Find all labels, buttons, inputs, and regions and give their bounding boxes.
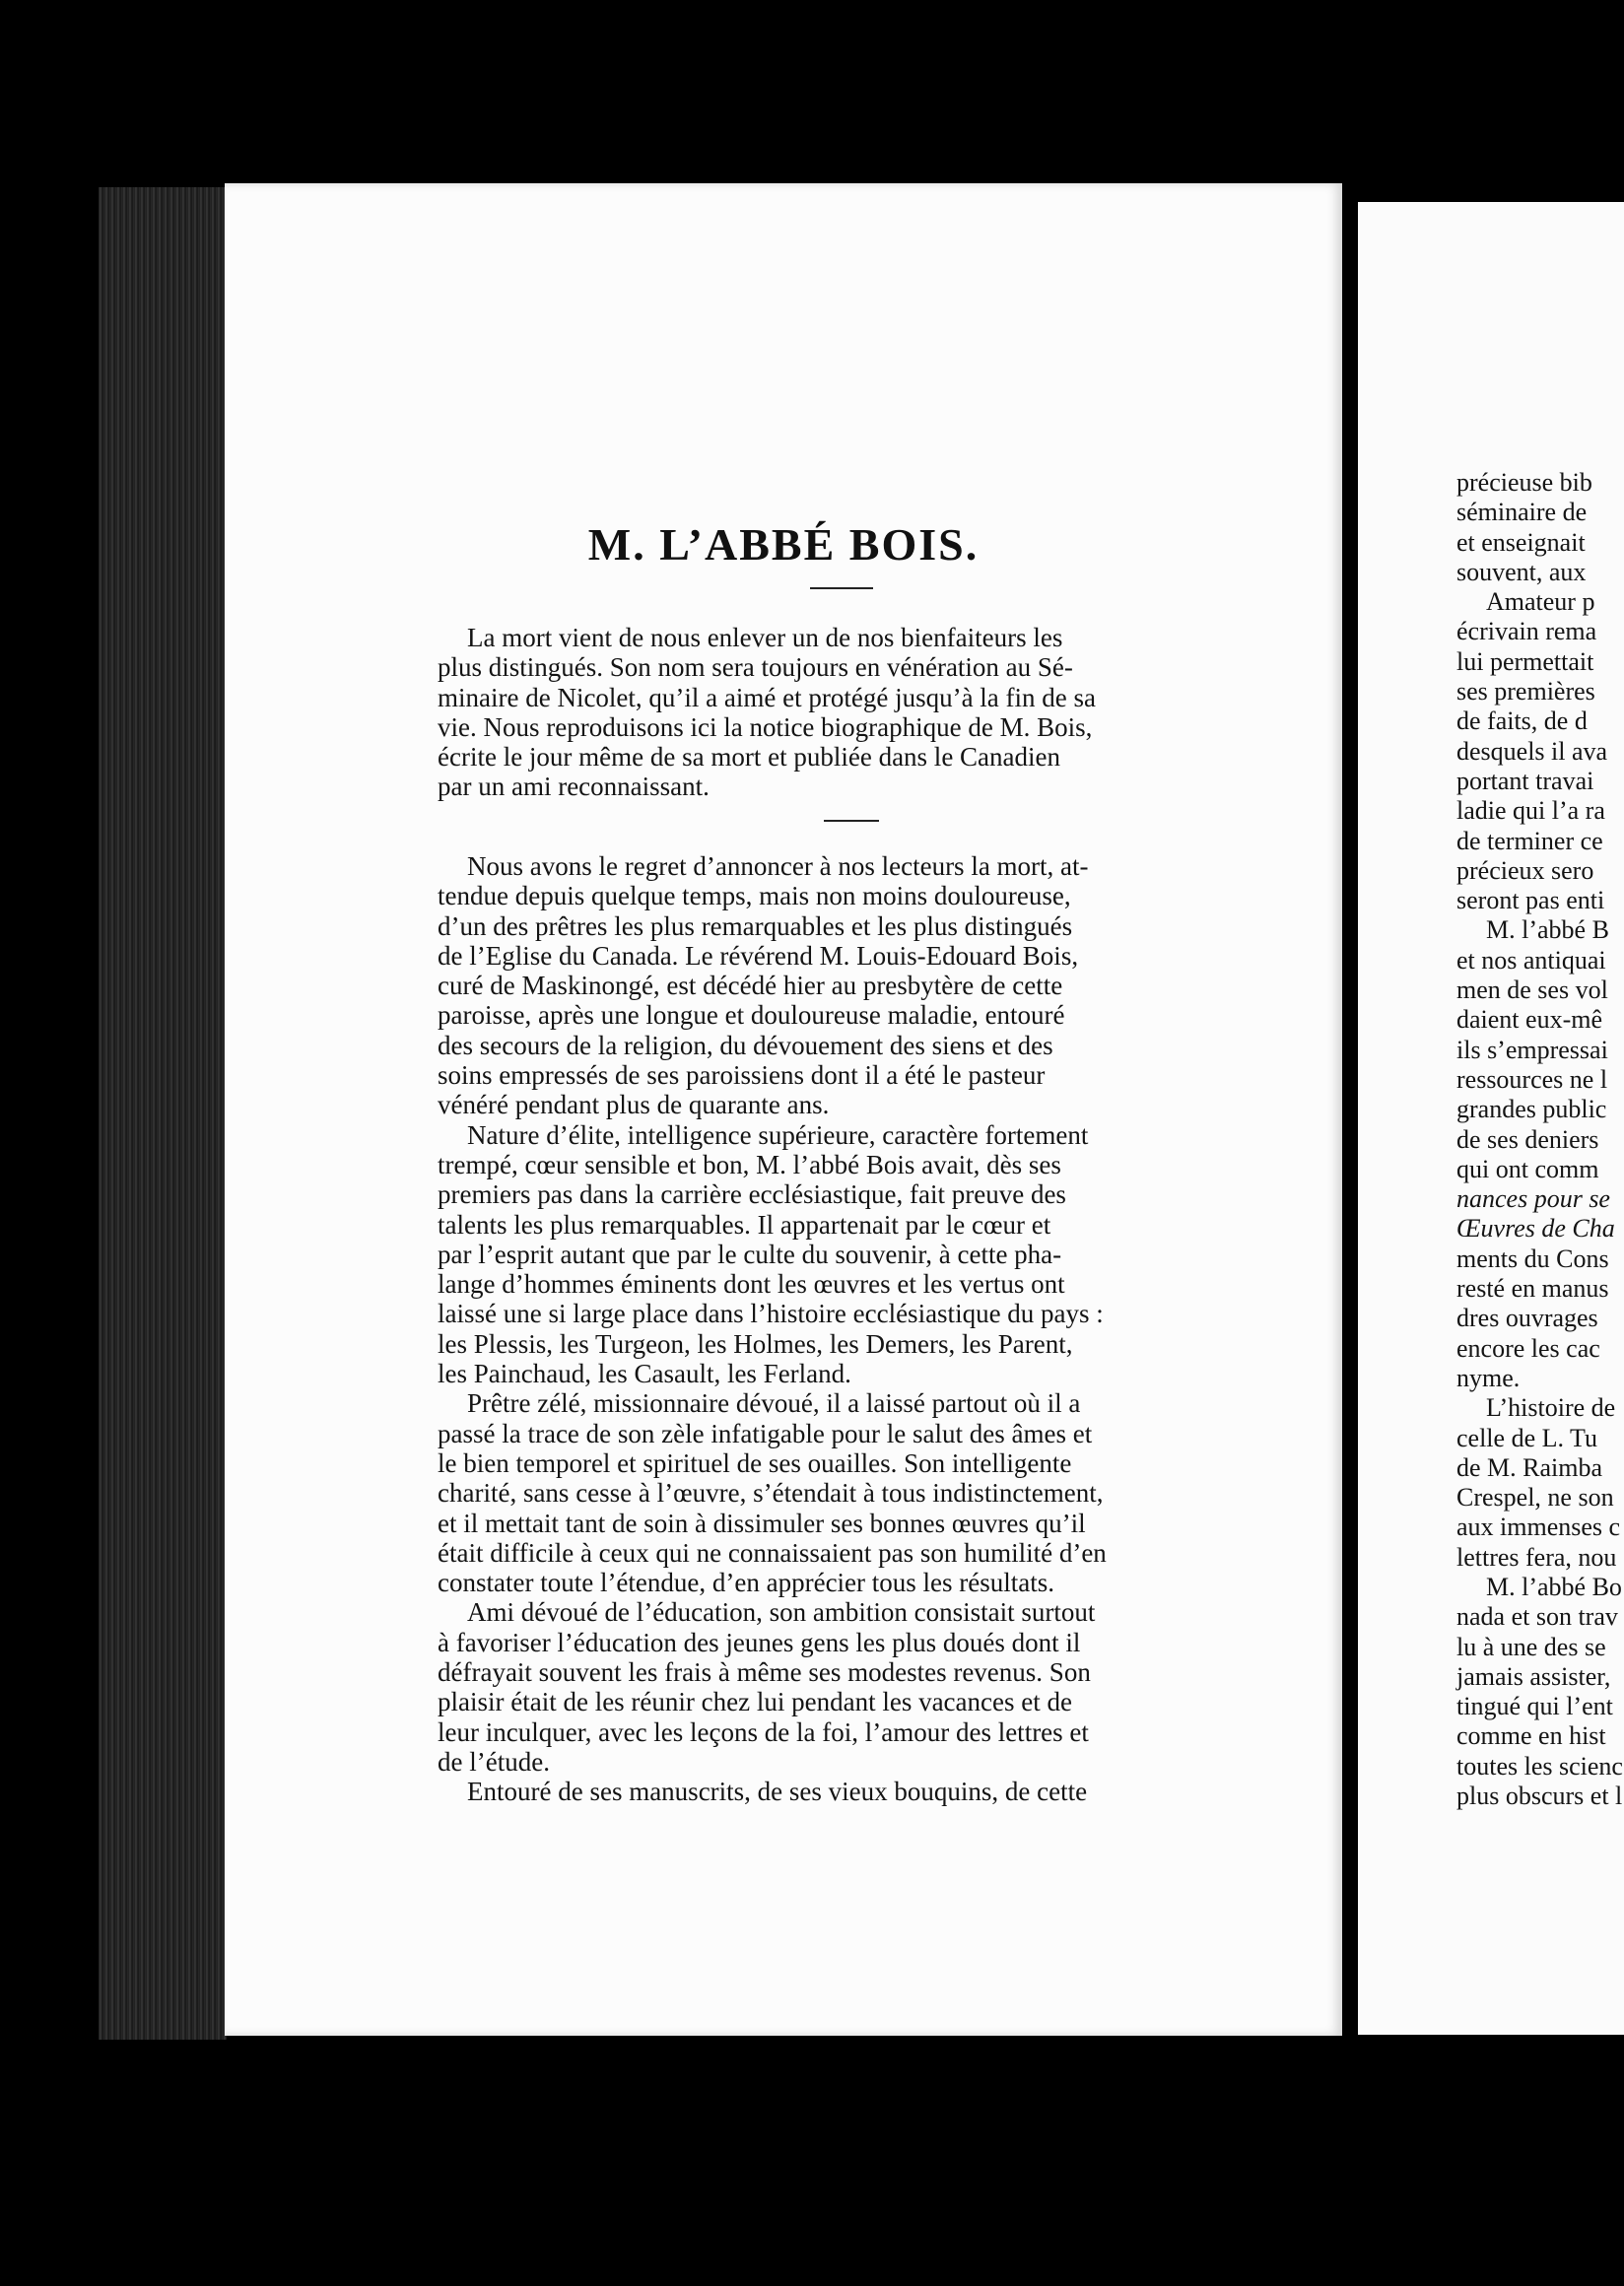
right-page-line: M. l’abbé Bo <box>1486 1572 1622 1601</box>
body-line: de l’Eglise du Canada. Le révérend M. Louis-Edouard Bois, <box>438 940 1079 971</box>
body-line: laissé une si large place dans l’histoire ecclésiastique du pays : <box>438 1299 1104 1329</box>
body-line: lange d’hommes éminents dont les œuvres et les vertus ont <box>438 1269 1065 1300</box>
right-page-line: toutes les scienc <box>1456 1751 1623 1781</box>
body-line: curé de Maskinongé, est décédé hier au presbytère de cette <box>438 971 1063 1001</box>
right-page-line: de M. Raimba <box>1456 1452 1603 1482</box>
right-page-line: lettres fera, nou <box>1456 1542 1617 1572</box>
body-line: était difficile à ceux qui ne connaissaient pas son humilité d’en <box>438 1537 1107 1568</box>
section-rule <box>824 820 879 822</box>
body-line: talents les plus remarquables. Il appartenait par le cœur et <box>438 1209 1051 1240</box>
right-page-line: encore les cac <box>1456 1333 1600 1363</box>
right-page-line: de faits, de d <box>1456 706 1588 736</box>
right-page-line: nyme. <box>1456 1363 1521 1392</box>
right-page-line: ments du Cons <box>1456 1244 1609 1273</box>
right-page-line: ses premières <box>1456 677 1595 706</box>
body-line: tendue depuis quelque temps, mais non moins douloureuse, <box>438 881 1071 911</box>
body-line: le bien temporel et spirituel de ses ouailles. Son intelligente <box>438 1447 1072 1478</box>
body-line: Nature d’élite, intelligence supérieure, caractère fortement <box>467 1119 1089 1150</box>
right-page-line: écrivain rema <box>1456 617 1597 646</box>
body-line: plaisir était de les réunir chez lui pendant les vacances et de <box>438 1687 1072 1717</box>
intro-paragraph <box>438 623 1234 802</box>
body-line: Prêtre zélé, missionnaire dévoué, il a laissé partout où il a <box>467 1388 1081 1419</box>
right-page-line: séminaire de <box>1456 498 1588 527</box>
right-page-line: comme en hist <box>1456 1721 1606 1751</box>
right-page-line: Amateur p <box>1486 587 1595 617</box>
title-rule <box>810 587 873 589</box>
right-page-line: resté en manus <box>1456 1274 1609 1304</box>
right-page-line: jamais assister, <box>1456 1661 1611 1691</box>
intro-line: écrite le jour même de sa mort et publiée dans le Canadien <box>438 742 1061 773</box>
right-page-line: plus obscurs et l <box>1456 1782 1623 1811</box>
right-page-line: grandes public <box>1456 1095 1607 1124</box>
body-line: constater toute l’étendue, d’en apprécier tous les résultats. <box>438 1568 1055 1598</box>
right-page-line: de terminer ce <box>1456 826 1603 855</box>
body-line: des secours de la religion, du dévouement des siens et des <box>438 1030 1053 1060</box>
right-page-line: précieuse bib <box>1456 468 1592 497</box>
book-page-edges <box>99 187 227 2040</box>
right-page-line: et enseignait <box>1456 527 1586 557</box>
body-line: vénéré pendant plus de quarante ans. <box>438 1090 830 1120</box>
body-line: par l’esprit autant que par le culte du souvenir, à cette pha- <box>438 1239 1062 1269</box>
body-line: paroisse, après une longue et douloureuse maladie, entouré <box>438 1000 1065 1031</box>
body-line: défrayait souvent les frais à même ses modestes revenus. Son <box>438 1657 1091 1688</box>
right-page-line: qui ont comm <box>1456 1154 1599 1183</box>
right-page-line: ils s’empressai <box>1456 1035 1608 1064</box>
right-page-line: desquels il ava <box>1456 736 1608 766</box>
body-line: Entouré de ses manuscrits, de ses vieux bouquins, de cette <box>467 1777 1088 1807</box>
right-page-line: lu à une des se <box>1456 1632 1606 1661</box>
body-line: soins empressés de ses paroissiens dont il a été le pasteur <box>438 1060 1046 1091</box>
right-page-line: ladie qui l’a ra <box>1456 796 1605 826</box>
left-page <box>225 183 1342 2036</box>
body-line: les Painchaud, les Casault, les Ferland. <box>438 1359 851 1389</box>
right-page-line: lui permettait <box>1456 646 1594 676</box>
body-line: d’un des prêtres les plus remarquables et les plus distingués <box>438 910 1073 941</box>
right-page-line: souvent, aux <box>1456 557 1587 586</box>
right-page-line: de ses deniers <box>1456 1124 1599 1154</box>
article-body <box>438 851 1234 1807</box>
body-line: Ami dévoué de l’éducation, son ambition consistait surtout <box>467 1597 1096 1628</box>
right-page-line: L’histoire de <box>1486 1393 1616 1423</box>
body-line: et il mettait tant de soin à dissimuler ses bonnes œuvres qu’il <box>438 1508 1086 1538</box>
body-line: de l’étude. <box>438 1746 550 1777</box>
right-page-text <box>1456 468 1624 1811</box>
right-page-line: tingué qui l’ent <box>1456 1692 1613 1721</box>
intro-line: vie. Nous reproduisons ici la notice biographique de M. Bois, <box>438 711 1093 742</box>
body-line: premiers pas dans la carrière ecclésiastique, fait preuve des <box>438 1179 1066 1210</box>
right-page-line: men de ses vol <box>1456 975 1608 1005</box>
body-line: passé la trace de son zèle infatigable pour le salut des âmes et <box>438 1418 1093 1448</box>
intro-line: La mort vient de nous enlever un de nos bienfaiteurs les <box>467 623 1063 652</box>
right-page-line: M. l’abbé B <box>1486 915 1609 945</box>
intro-line: minaire de Nicolet, qu’il a aimé et protégé jusqu’à la fin de sa <box>438 682 1096 712</box>
right-page-line: portant travai <box>1456 766 1594 795</box>
right-page-line: seront pas enti <box>1456 886 1605 915</box>
right-page-line: Crespel, ne son <box>1456 1483 1614 1513</box>
body-line: les Plessis, les Turgeon, les Holmes, les Demers, les Parent, <box>438 1328 1073 1359</box>
right-page-line: dres ouvrages <box>1456 1304 1598 1333</box>
intro-line: par un ami reconnaissant. <box>438 772 710 802</box>
intro-line: plus distingués. Son nom sera toujours en vénération au Sé- <box>438 652 1073 683</box>
right-page-line: nada et son trav <box>1456 1602 1618 1632</box>
body-line: charité, sans cesse à l’œuvre, s’étendait à tous indistinctement, <box>438 1478 1104 1509</box>
body-line: à favoriser l’éducation des jeunes gens les plus doués dont il <box>438 1627 1081 1657</box>
right-page-line: nances pour se <box>1456 1184 1610 1214</box>
body-line: Nous avons le regret d’annoncer à nos lecteurs la mort, at- <box>467 851 1089 881</box>
right-page-line: et nos antiquai <box>1456 945 1606 975</box>
body-line: trempé, cœur sensible et bon, M. l’abbé Bois avait, dès ses <box>438 1149 1061 1179</box>
right-page-line: aux immenses c <box>1456 1513 1621 1542</box>
right-page-line: daient eux-mê <box>1456 1005 1602 1035</box>
right-page-line: celle de L. Tu <box>1456 1423 1597 1452</box>
right-page <box>1358 202 1624 2035</box>
page-title: M. L’ABBÉ BOIS. <box>587 519 980 570</box>
right-page-line: ressources ne l <box>1456 1064 1608 1094</box>
right-page-line: Œuvres de Cha <box>1456 1214 1615 1244</box>
right-page-line: précieux sero <box>1456 855 1594 885</box>
body-line: leur inculquer, avec les leçons de la foi, l’amour des lettres et <box>438 1716 1089 1747</box>
